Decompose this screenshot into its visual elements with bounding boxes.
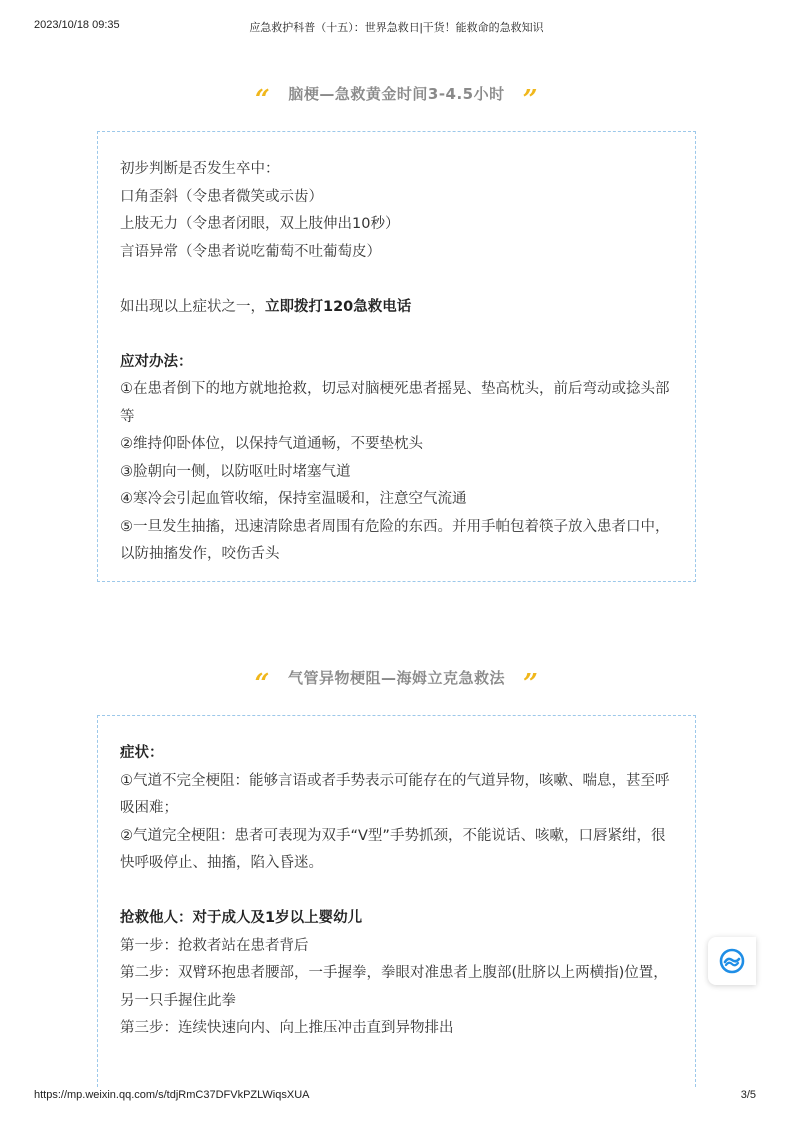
paragraph: 初步判断是否发生卒中： bbox=[120, 161, 280, 177]
paragraph: 言语异常（令患者说吃葡萄不吐葡萄皮） bbox=[120, 243, 381, 260]
open-quote-icon: “ bbox=[254, 669, 270, 699]
symptom-heading: 症状： bbox=[120, 745, 164, 761]
call-instruction: 如出现以上症状之一，立即拨打120急救电话 bbox=[120, 298, 412, 315]
heimlich-info-card bbox=[97, 715, 696, 1087]
section-title-stroke bbox=[0, 79, 793, 115]
print-url: https://mp.weixin.qq.com/s/tdjRmC37DFVkPZLWiqsXUA bbox=[34, 1089, 310, 1101]
weixin-search-icon bbox=[719, 948, 745, 974]
list-item: ②维持仰卧体位，以保持气道通畅，不要垫枕头 bbox=[120, 436, 423, 452]
list-item: ③脸朝向一侧，以防呕吐时堵塞气道 bbox=[120, 463, 351, 480]
list-item: ④寒冷会引起血管收缩，保持室温暖和，注意空气流通 bbox=[120, 491, 467, 507]
list-item: ②气道完全梗阻：患者可表现为双手“V型”手势抓颈，不能说话、咳嗽，口唇紧绀，很快呼吸停止、抽搐，陷入昏迷。 bbox=[120, 827, 666, 871]
paragraph: 上肢无力（令患者闭眼，双上肢伸出10秒） bbox=[120, 216, 400, 232]
rescue-heading: 抢救他人：对于成人及1岁以上婴幼儿 bbox=[120, 910, 363, 926]
list-item: ⑤一旦发生抽搐，迅速清除患者周围有危险的东西。并用手帕包着筷子放入患者口中，以防抽搐发作，咬伤舌头 bbox=[120, 518, 670, 562]
section-title-text: 气管异物梗阻—海姆立克急救法 bbox=[287, 668, 505, 687]
list-item: ①气道不完全梗阻：能够言语或者手势表示可能存在的气道异物，咳嗽、喘息，甚至呼吸困难； bbox=[120, 772, 670, 816]
print-doc-title: 应急救护科普（十五）：世界急救日|干货！能救命的急救知识 bbox=[249, 22, 544, 34]
print-datetime: 2023/10/18 09:35 bbox=[34, 19, 120, 31]
method-heading: 应对办法： bbox=[120, 353, 193, 370]
floating-search-button[interactable] bbox=[708, 937, 756, 985]
list-item: 第二步：双臂环抱患者腰部，一手握拳，拳眼对准患者上腹部(肚脐以上两横指)位置，另一只手握住此拳 bbox=[120, 965, 668, 1009]
print-header bbox=[0, 19, 793, 35]
print-footer bbox=[0, 1089, 793, 1105]
open-quote-icon: “ bbox=[254, 85, 271, 115]
call-120-emphasis: 立即拨打120急救电话 bbox=[265, 298, 412, 315]
list-item: ①在患者倒下的地方就地抢救，切忌对脑梗死患者摇晃、垫高枕头，前后弯动或捻头部等 bbox=[120, 381, 670, 425]
paragraph: 口角歪斜（令患者微笑或示齿） bbox=[120, 188, 323, 205]
stroke-info-card bbox=[97, 131, 696, 582]
close-quote-icon: ” bbox=[522, 85, 539, 115]
close-quote-icon: ” bbox=[523, 669, 539, 699]
print-page-number: 3/5 bbox=[740, 1089, 756, 1101]
section-title-text: 脑梗—急救黄金时间3-4.5小时 bbox=[288, 84, 505, 103]
section-title-heimlich bbox=[0, 663, 793, 699]
list-item: 第三步：连续快速向内、向上推压冲击直到异物排出 bbox=[120, 1020, 454, 1036]
list-item: 第一步：抢救者站在患者背后 bbox=[120, 937, 309, 954]
